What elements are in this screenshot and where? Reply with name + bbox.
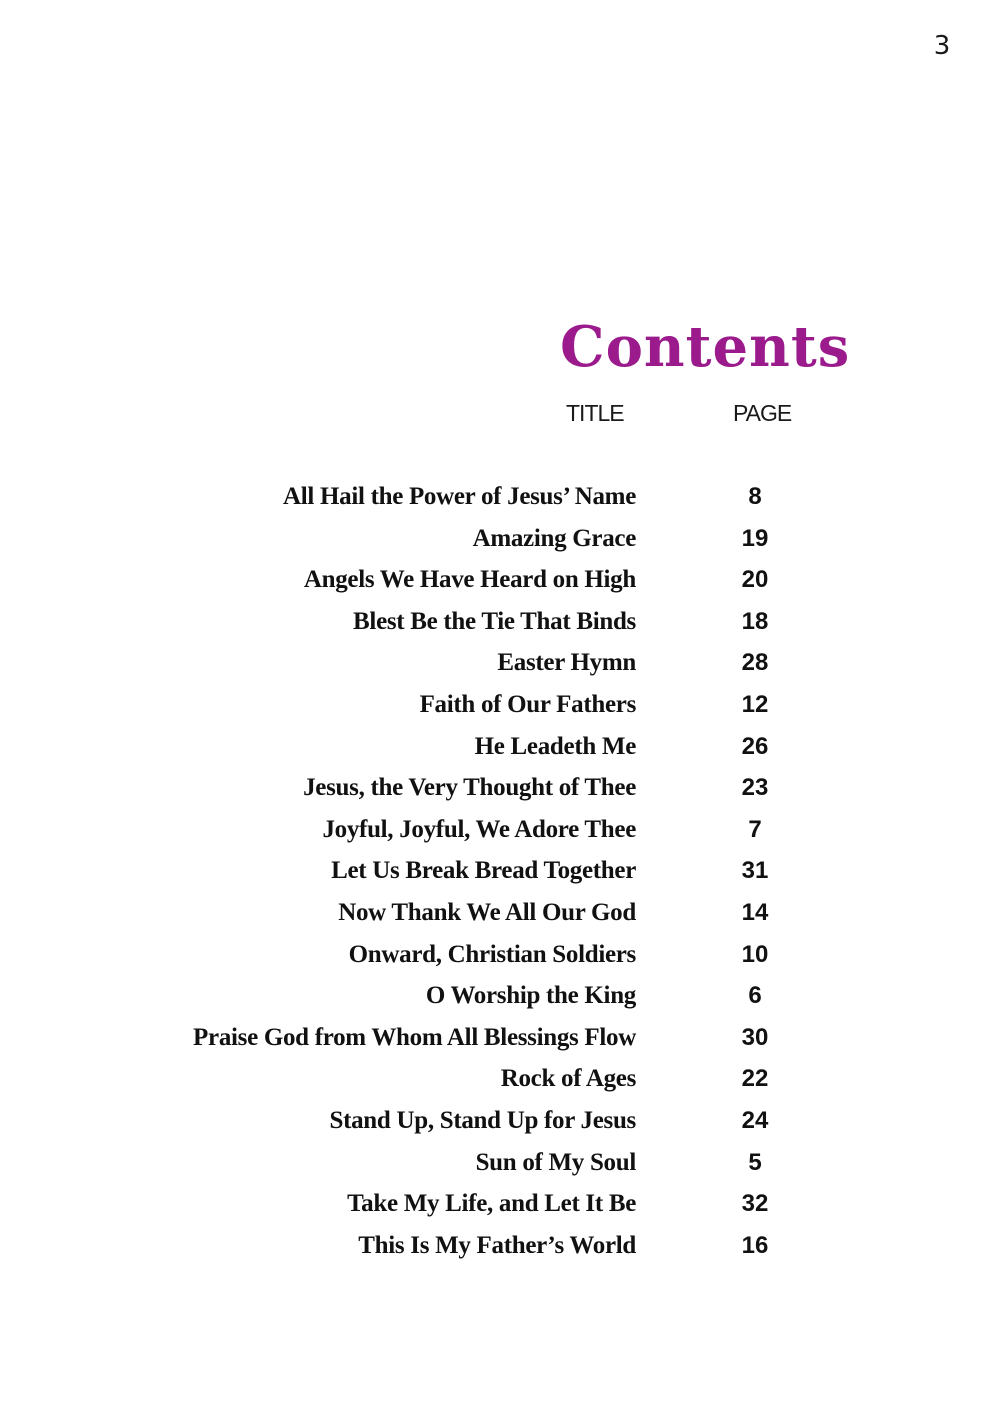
toc-entry — [0, 642, 982, 684]
toc-entry-title: Onward, Christian Soldiers — [348, 940, 636, 968]
toc-entry-page: 24 — [741, 1106, 769, 1134]
toc-entry-title: O Worship the King — [425, 982, 636, 1010]
toc-entry-page: 20 — [741, 566, 769, 594]
toc-entry — [0, 1058, 982, 1100]
toc-entry-page: 30 — [741, 1023, 769, 1051]
toc-entry-title: Faith of Our Fathers — [419, 690, 636, 718]
toc-entry-title: Easter Hymn — [497, 649, 636, 677]
toc-entry-page: 8 — [748, 483, 762, 510]
toc-entry-page: 32 — [741, 1190, 769, 1218]
toc-entry-title: This Is My Father’s World — [358, 1231, 636, 1259]
toc-entry-title: Angels We Have Heard on High — [303, 566, 636, 594]
toc-entry-page: 23 — [741, 774, 769, 802]
toc-entry — [0, 1100, 982, 1142]
toc-entry — [0, 684, 982, 726]
toc-entry-title: Take My Life, and Let It Be — [347, 1190, 636, 1218]
toc-entry — [0, 850, 982, 892]
toc-entry — [0, 601, 982, 643]
toc-entry-page: 12 — [741, 690, 769, 718]
toc-entry-title: All Hail the Power of Jesus’ Name — [282, 483, 636, 510]
toc-entry-page: 10 — [741, 940, 769, 968]
toc-entry-title: Blest Be the Tie That Binds — [353, 607, 636, 635]
table-of-contents — [0, 476, 982, 1266]
toc-entry — [0, 934, 982, 976]
toc-entry-page: 7 — [748, 815, 762, 843]
toc-entry-page: 16 — [741, 1231, 769, 1259]
toc-entry-title: Sun of My Soul — [475, 1148, 636, 1176]
toc-entry-page: 26 — [741, 732, 769, 760]
toc-entry — [0, 476, 982, 518]
toc-entry-title: Joyful, Joyful, We Adore Thee — [322, 815, 636, 843]
toc-entry-title: Rock of Ages — [500, 1065, 636, 1093]
title-column-header: TITLE — [566, 400, 624, 426]
page-column-header: PAGE — [733, 400, 792, 426]
toc-entry — [0, 559, 982, 601]
toc-entry — [0, 809, 982, 851]
toc-entry — [0, 975, 982, 1017]
toc-entry-page: 22 — [741, 1065, 769, 1093]
toc-entry — [0, 1225, 982, 1267]
toc-entry — [0, 726, 982, 768]
toc-entry-title: Amazing Grace — [472, 524, 636, 552]
toc-entry — [0, 1142, 982, 1184]
toc-entry-page: 6 — [748, 982, 762, 1010]
toc-entry-title: Praise God from Whom All Blessings Flow — [193, 1023, 636, 1051]
toc-entry-page: 14 — [741, 898, 769, 926]
toc-entry — [0, 767, 982, 809]
toc-entry-page: 28 — [741, 649, 769, 677]
toc-entry-page: 18 — [741, 607, 769, 635]
contents-heading: Contents — [560, 314, 851, 380]
toc-entry-page: 5 — [748, 1148, 762, 1176]
toc-entry — [0, 1017, 982, 1059]
toc-entry-title: He Leadeth Me — [474, 732, 636, 760]
toc-entry-title: Let Us Break Bread Together — [331, 857, 636, 885]
toc-entry-title: Stand Up, Stand Up for Jesus — [329, 1106, 636, 1134]
toc-entry — [0, 1183, 982, 1225]
page-number: 3 — [933, 31, 951, 61]
toc-entry-page: 19 — [741, 524, 769, 552]
toc-entry — [0, 518, 982, 560]
toc-entry-title: Now Thank We All Our God — [338, 898, 636, 926]
toc-entry — [0, 892, 982, 934]
toc-entry-title: Jesus, the Very Thought of Thee — [303, 774, 636, 802]
toc-entry-page: 31 — [741, 857, 769, 885]
